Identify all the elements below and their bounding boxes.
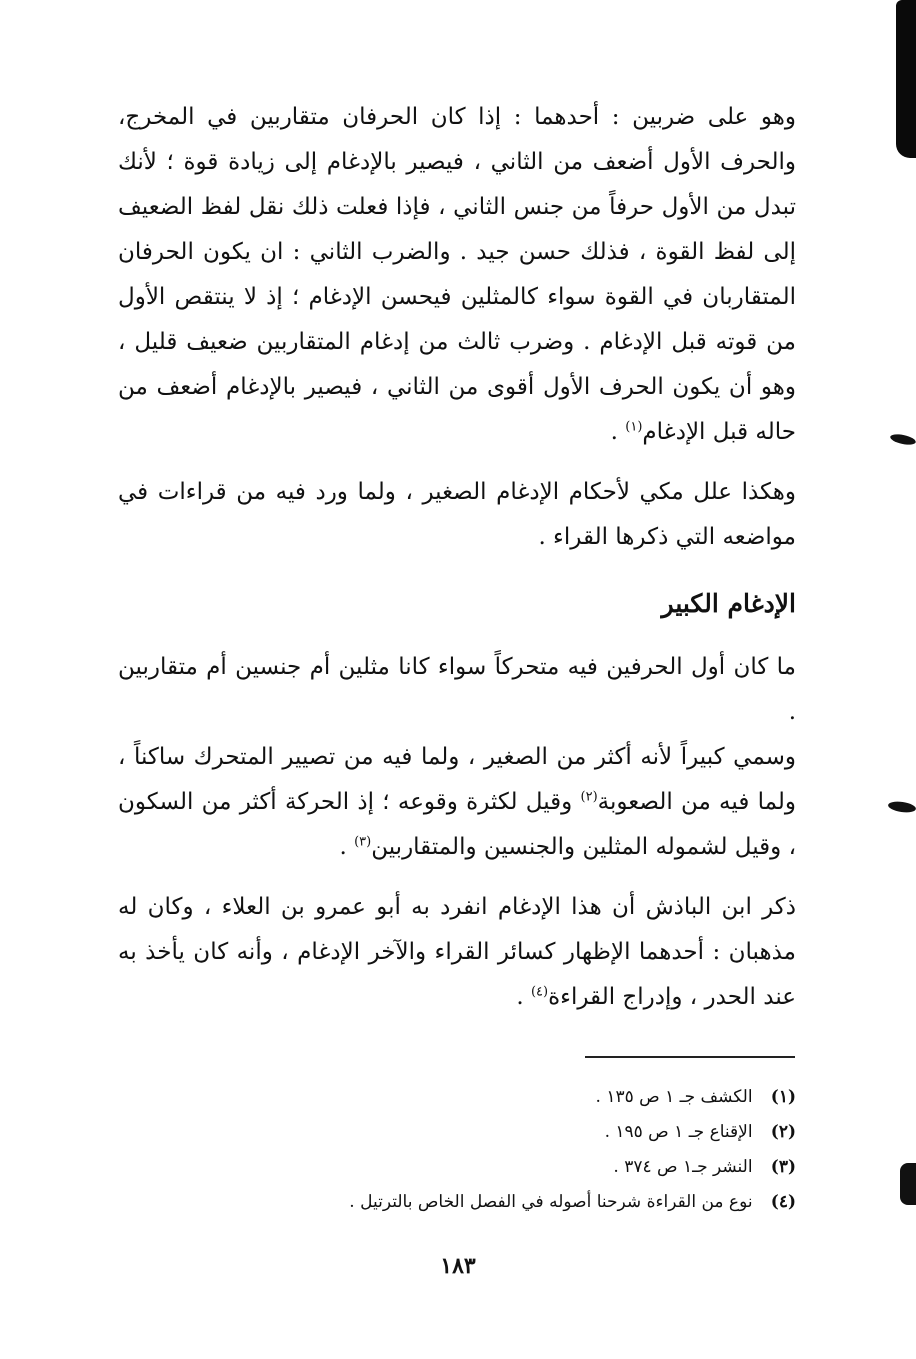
footnote-ref: (٣) (354, 834, 372, 850)
footnote-item (200, 1080, 796, 1115)
footnote-item (200, 1150, 796, 1185)
paragraph-end: . (516, 984, 531, 1010)
paragraph-text: وقيل لكثرة وقوعه ؛ إذ الحركة أكثر من السكون ، وقيل لشموله المثلين والجنسين والمتقاربين (118, 789, 796, 860)
footnote-number: (١) (770, 1087, 796, 1107)
footnote-number: (٤) (770, 1192, 796, 1212)
section-heading: الإدغام الكبير (661, 589, 796, 618)
footnote-ref: (٢) (580, 789, 598, 805)
paragraph-text: ما كان أول الحرفين فيه متحركاً سواء كانا مثلين أم جنسين أم متقاربين . (118, 654, 796, 725)
footnote-text: نوع من القراءة شرحنا أصوله في الفصل الخاص بالترتيل . (349, 1192, 753, 1212)
paragraph-end: . (339, 834, 355, 860)
paragraph-definition (118, 645, 796, 735)
footnote-item (200, 1115, 796, 1150)
scan-edge-blot (896, 0, 916, 158)
paragraph-text: وهو على ضربين : أحدهما : إذا كان الحرفان متقاربين في المخرج، والحرف الأول أضعف من الثاني ، فيصير بالإدغام إلى زيادة قوة ؛ لأنك تبدل من الأول حرفاً من جنس الثاني ، فإذا فعلت ذلك نقل لفظ الضعيف إلى لفظ القوة ، فذلك حسن جيد . والضرب الثاني : ان يكون الحرفان المتقاربان في القوة سواء كالمثلين فيحسن الإدغام ؛ إذ لا ينتقص الأول من قوته قبل الإدغام . وضرب ثالث من إدغام المتقاربين ضعيف قليل ، وهو أن يكون الحرف الأول أقوى من الثاني ، فيصير بالإدغام أضعف من حاله قبل الإدغام (118, 104, 796, 445)
scan-margin-mark (887, 800, 916, 814)
footnote-separator (585, 1056, 795, 1058)
paragraph-ibn-albadhish (118, 885, 796, 1020)
footnote-number: (٢) (770, 1122, 796, 1142)
footnote-text: الإقناع جـ ١ ص ١٩٥ . (604, 1122, 753, 1142)
paragraph-text: وسمي كبيراً لأنه أكثر من الصغير ، ولما فيه من تصيير المتحرك ساكناً ، ولما فيه من الصعوبة (118, 744, 796, 815)
footnote-text: النشر جـ١ ص ٣٧٤ . (613, 1157, 753, 1177)
paragraph-idgham-types (118, 95, 796, 455)
paragraph-makki-reasoning (118, 470, 796, 560)
footnotes (200, 1080, 796, 1220)
footnote-item (200, 1185, 796, 1220)
scan-margin-mark (900, 1163, 916, 1205)
paragraph-text: وهكذا علل مكي لأحكام الإدغام الصغير ، ولما ورد فيه من قراءات في مواضعه التي ذكرها القراء . (118, 479, 796, 550)
paragraph-naming (118, 735, 796, 870)
scan-margin-mark (889, 432, 916, 446)
paragraph-end: . (610, 419, 626, 445)
footnote-ref: (٤) (530, 984, 549, 1000)
footnote-number: (٣) (770, 1157, 796, 1177)
footnote-ref: (١) (625, 419, 643, 435)
footnote-text: الكشف جـ ١ ص ١٣٥ . (595, 1087, 753, 1107)
page-number: ١٨٣ (440, 1253, 476, 1279)
paragraph-text: ذكر ابن الباذش أن هذا الإدغام انفرد به أبو عمرو بن العلاء ، وكان له مذهبان : أحدهما الإظهار كسائر القراء والآخر الإدغام ، وأنه كان يأخذ به عند الحدر ، وإدراج القراءة (118, 894, 796, 1010)
